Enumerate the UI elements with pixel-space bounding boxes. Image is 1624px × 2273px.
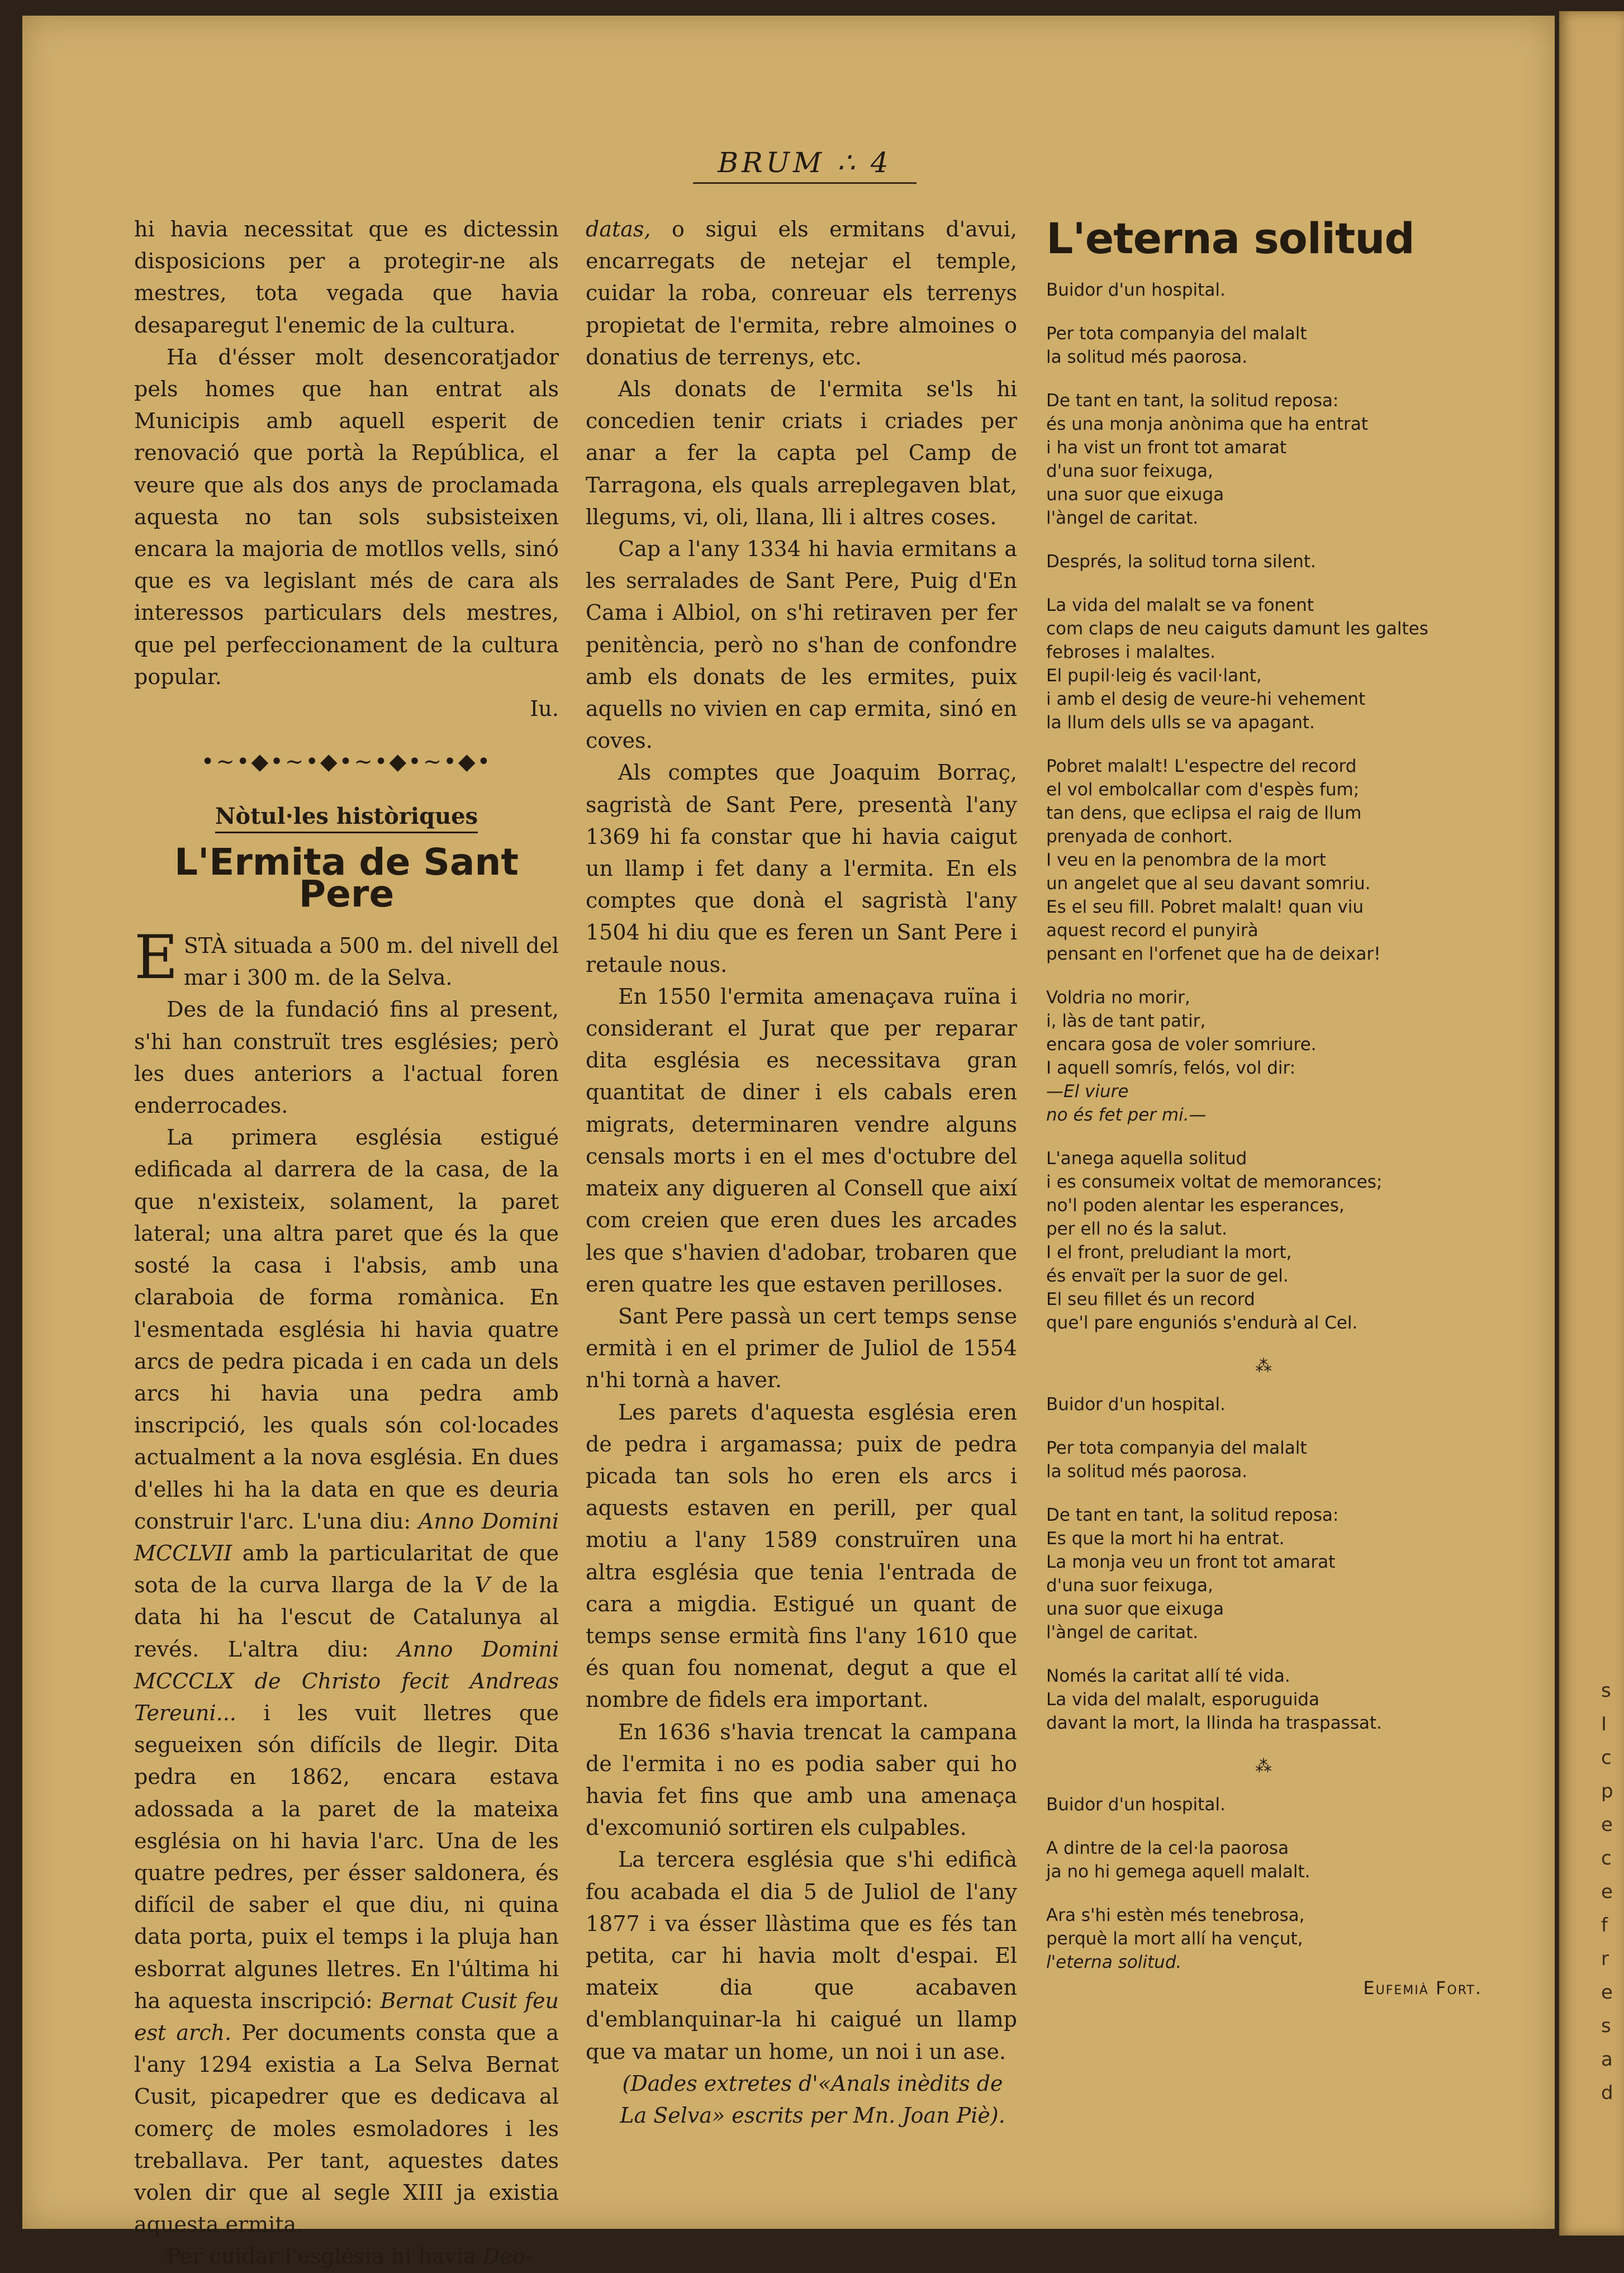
inscription: Anno Domini MCCLVII: [134, 1508, 559, 1565]
verse-line: De tant en tant, la solitud reposa:: [1046, 391, 1339, 411]
verse-line: aquest record el punyirà: [1046, 920, 1259, 941]
paragraph: Cap a l'any 1334 hi havia ermitans a les serralades de Sant Pere, Puig d'En Cama i Albiol, on s'hi retiraven per fer penitència, però no s'han de confondre amb els donats de les ermites, puix aquells no vivien en cap ermita, sinó en coves.: [586, 537, 1017, 753]
stanza: [1046, 278, 1482, 302]
paragraph: datas, o sigui els ermitans d'avui, encarregats de netejar el temple, cuidar la roba, conreuar els terrenys propietat de l'ermita, rebre almoines o donatius de terrenys, etc.: [586, 217, 1017, 369]
first-paragraph: ESTÀ situada a 500 m. del nivell del mar i 300 m. de la Selva.: [134, 923, 559, 993]
verse-line: per ell no és la salut.: [1046, 1219, 1227, 1239]
poem-part-1: [1046, 278, 1482, 966]
paragraph: Als comptes que Joaquim Borraç, sagristà de Sant Pere, presentà l'any 1369 hi fa constar que hi havia caigut un llamp i fet dany a l'ermita. En els comptes que donà el sagristà l'any 1504 hi diu que es feren un Sant Pere i retaule nous.: [586, 760, 1017, 977]
stanza: [1046, 550, 1482, 573]
paragraph: Les parets d'aquesta església eren de pedra i argamassa; puix de pedra picada tan sols ho eren els arcs i aquests estaven en perill, per qual motiu a l'any 1589 construïren una altra església que tenia l'entrada de cara a migdia. Estigué un quant de temps sense ermità fins l'any 1610 que és quan fou nomenat, degut a que el nombre de fidels era important.: [586, 1399, 1017, 1712]
verse-line: I aquell somrís, felós, vol dir:: [1046, 1058, 1296, 1078]
verse-line: la solitud més paorosa.: [1046, 1461, 1248, 1482]
edge-letter: r: [1601, 1948, 1609, 1970]
paragraph: Als donats de l'ermita se'ls hi concedien tenir criats i criades per anar a fer la capta pel Camp de Tarragona, els quals arreplegaven blat, llegums, vi, oli, llana, lli i altres coses.: [586, 377, 1017, 529]
verse-line: Es el seu fill. Pobret malalt! quan viu: [1046, 897, 1364, 917]
inscription: Anno Domini MCCCLX de Christo fecit Andreas Tereuni...: [134, 1636, 559, 1725]
poem-part-3: [1046, 1793, 1482, 1883]
article-title: L'Ermita de Sant Pere: [174, 840, 519, 915]
verse-line: Només la caritat allí té vida.: [1046, 1666, 1290, 1686]
edge-letter: s: [1601, 2015, 1611, 2037]
verse-line: pensant en l'orfenet que ha de deixar!: [1046, 944, 1381, 964]
verse-line: Buidor d'un hospital.: [1046, 1795, 1226, 1815]
edge-letter: I: [1601, 1713, 1607, 1735]
stanza: [1046, 1147, 1482, 1335]
verse-line: no'l poden alentar les esperances,: [1046, 1195, 1345, 1216]
stanza: [1046, 986, 1482, 1127]
verse-line: I veu en la penombra de la mort: [1046, 850, 1326, 870]
verse-line: I el front, preludiant la mort,: [1046, 1242, 1292, 1263]
ornament-divider: •~•◆•~•◆•~•◆•~•◆•: [201, 749, 492, 775]
poem-part-2: [1046, 1393, 1482, 1735]
edge-letter: e: [1601, 1881, 1613, 1903]
verse-line: La vida del malalt, esporuguida: [1046, 1690, 1319, 1710]
stanza: [1046, 389, 1482, 530]
signature: Iu.: [530, 696, 559, 722]
verse-line: el vol embolcallar com d'espès fum;: [1046, 780, 1360, 800]
verse-line: A dintre de la cel·la paorosa: [1046, 1838, 1289, 1858]
verse-line: i ha vist un front tot amarat: [1046, 438, 1287, 458]
stanza: [1046, 1837, 1482, 1883]
page-header: BRUM ∴ 4: [693, 146, 917, 184]
column-2: [586, 213, 1017, 2132]
paragraph: La primera església estigué edificada al darrera de la casa, de la que n'existeix, solament, la paret lateral; una altra paret que és la que sosté la casa i l'absis, amb una claraboia de forma romànica. En l'esmentada església hi havia quatre arcs de pedra picada i en cada un dels arcs hi havia una pedra amb inscripció, les quals són col·locades actualment a la nova església. En dues d'elles hi ha la data en que es deuria construir l'arc. L'una diu: Anno Domini MCCLVII amb la particularitat de que sota de la curva llarga de la V de la data hi ha l'escut de Catalunya al revés. L'altra diu: Anno Domini MCCCLX de Christo fecit Andreas Tereuni... i les vuit lletres que segueixen són difícils de llegir. Dita pedra en 1862, encara estava adossada a la paret de la mateixa església on hi havia l'arc. Una de les quatre pedres, per ésser saldonera, és difícil de saber el que diu, ni quina data porta, puix el temps i la pluja han esborrat algunes lletres. En l'última hi ha aquesta inscripció: Bernat Cusit feu est arch. Per documents consta que a l'any 1294 existia a La Selva Bernat Cusit, picapedrer que es dedicava al comerç de moles esmoladores i les treballava. Per tant, aquestes dates volen dir que al segle XIII ja existia aquesta ermita.: [134, 1125, 559, 2237]
verse-line: una suor que eixuga: [1046, 1599, 1224, 1619]
verse-line: com claps de neu caiguts damunt les galtes: [1046, 619, 1428, 639]
verse-line: Per tota companyia del malalt: [1046, 1438, 1307, 1458]
drop-cap: E: [134, 923, 178, 993]
verse-line: tan dens, que eclipsa el raig de llum: [1046, 803, 1362, 823]
source-credit: (Dades extretes d'«Anals inèdits de La Selva» escrits per Mn. Joan Piè).: [620, 2071, 1005, 2128]
verse-line: febroses i malaltes.: [1046, 642, 1216, 662]
inscription: Bernat Cusit feu est arch.: [134, 1988, 559, 2045]
paragraph: Des de la fundació fins al present, s'hi han construït tres esglésies; però les dues anteriors a l'actual foren enderrocades.: [134, 997, 559, 1118]
asterism-divider: ⁂: [1255, 1356, 1273, 1376]
edge-letter: f: [1601, 1914, 1608, 1937]
verse-line: Voldria no morir,: [1046, 988, 1190, 1008]
asterism-divider: ⁂: [1255, 1757, 1273, 1776]
paragraph: Ha d'ésser molt desencoratjador pels homes que han entrat als Municipis amb aquell esperit de renovació que portà la República, el veure que als dos anys de proclamada aquesta no tan sols subsisteixen encara la majoria de motllos vells, sinó que es va legislant més de cara als interessos particulars dels mestres, que pel perfeccionament de la cultura popular.: [134, 344, 559, 689]
edge-letter: e: [1601, 1981, 1613, 2004]
stanza: [1046, 1503, 1482, 1644]
paragraph: Per cuidar l'església hi havia Deo-: [167, 2244, 533, 2269]
verse-line: que'l pare enguniós s'endurà al Cel.: [1046, 1313, 1358, 1333]
verse-line: un angelet que al seu davant somriu.: [1046, 874, 1371, 894]
verse-line: d'una suor feixuga,: [1046, 1576, 1213, 1596]
verse-line: Després, la solitud torna silent.: [1046, 552, 1316, 572]
paragraph: Sant Pere passà un cert temps sense ermità i en el primer de Juliol de 1554 n'hi tornà a haver.: [586, 1303, 1017, 1393]
poem-part-1-end: [1046, 1147, 1482, 1335]
edge-letter: p: [1601, 1780, 1613, 1802]
verse-line: l'àngel de caritat.: [1046, 1622, 1199, 1643]
verse-line: no és fet per mi.—: [1046, 1105, 1207, 1125]
paragraph: hi havia necessitat que es dictessin disposicions per a protegir-ne als mestres, tota vegada que havia desaparegut l'enemic de la cultura.: [134, 217, 559, 338]
edge-letter: d: [1601, 2082, 1613, 2104]
verse-line: l'eterna solitud.: [1046, 1952, 1182, 1972]
verse-line: Es que la mort hi ha entrat.: [1046, 1529, 1285, 1549]
verse-line: Buidor d'un hospital.: [1046, 280, 1226, 300]
verse-line: La vida del malalt se va fonent: [1046, 595, 1314, 615]
verse-line: El seu fillet és un record: [1046, 1289, 1255, 1309]
paragraph: En 1550 l'ermita amenaçava ruïna i considerant el Jurat que per reparar dita església es necessitava gran quantitat de diner i els cabals eren migrats, determinaren vendre alguns censals morts i en el mes d'octubre del mateix any digueren al Consell que així com creien que eren dues les arcades les que s'havien d'adobar, trobaren que eren quatre les que estaven perilloses.: [586, 984, 1017, 1297]
paragraph: En 1636 s'havia trencat la campana de l'ermita i no es podia saber qui ho havia fet fins que amb una amenaça d'excomunió sortiren els culpables.: [586, 1719, 1017, 1840]
verse-line: L'anega aquella solitud: [1046, 1149, 1247, 1169]
verse-line: i es consumeix voltat de memorances;: [1046, 1172, 1383, 1192]
section-label: Nòtul·les històriques: [134, 800, 559, 832]
poem-title: L'eterna solitud: [1046, 213, 1414, 263]
verse-line: ja no hi gemega aquell malalt.: [1046, 1862, 1310, 1882]
column-1: [134, 213, 559, 2273]
verse-line: De tant en tant, la solitud reposa:: [1046, 1505, 1339, 1525]
verse-line: El pupil·leig és vacil·lant,: [1046, 666, 1262, 686]
verse-line: davant la mort, la llinda ha traspassat.: [1046, 1713, 1382, 1733]
verse-line: la solitud més paorosa.: [1046, 347, 1248, 367]
verse-line: prenyada de conhort.: [1046, 827, 1233, 847]
stanza: [1046, 754, 1482, 966]
verse-line: és envaït per la suor de gel.: [1046, 1266, 1289, 1286]
verse-line: la llum dels ulls se va apagant.: [1046, 713, 1315, 733]
poem-column: [1046, 213, 1482, 2000]
verse-line: Ara s'hi estèn més tenebrosa,: [1046, 1905, 1305, 1925]
edge-letter: c: [1601, 1847, 1612, 1869]
paragraph: La tercera església que s'hi edificà fou acabada el dia 5 de Juliol de l'any 1877 i va ésser llàstima que es fés tan petita, car hi havia molt d'espai. El mateix dia que acabaven d'emblanquinar-la hi caigué un llamp que va matar un home, un noi i un ase.: [586, 1847, 1017, 2064]
verse-line: i amb el desig de veure-hi vehement: [1046, 689, 1366, 709]
verse-line: perquè la mort allí ha vençut,: [1046, 1929, 1303, 1949]
stanza: [1046, 1793, 1482, 1816]
verse-line: Pobret malalt! L'espectre del record: [1046, 756, 1357, 776]
adjacent-page-text: [1601, 1674, 1623, 2110]
verse-line: encara gosa de voler somriure.: [1046, 1035, 1317, 1055]
verse-line: d'una suor feixuga,: [1046, 461, 1213, 481]
verse-line: Buidor d'un hospital.: [1046, 1394, 1226, 1415]
edge-letter: e: [1601, 1814, 1613, 1836]
edge-letter: c: [1601, 1747, 1612, 1769]
stanza: [1046, 594, 1482, 734]
poem-author: Eufemià Fort.: [1363, 1977, 1482, 1999]
verse-line: i, làs de tant patir,: [1046, 1011, 1206, 1031]
stanza: [1046, 1904, 1482, 1974]
stanza: [1046, 1664, 1482, 1735]
verse-line: Per tota companyia del malalt: [1046, 324, 1307, 344]
verse-line: l'àngel de caritat.: [1046, 508, 1199, 528]
stanza: [1046, 322, 1482, 369]
edge-letter: s: [1601, 1679, 1611, 1702]
stanza: [1046, 1436, 1482, 1483]
edge-letter: a: [1601, 2048, 1613, 2071]
verse-line: La monja veu un front tot amarat: [1046, 1552, 1336, 1572]
stanza: [1046, 1393, 1482, 1416]
verse-line: una suor que eixuga: [1046, 485, 1224, 505]
verse-line: és una monja anònima que ha entrat: [1046, 414, 1368, 434]
verse-line: —El viure: [1046, 1081, 1129, 1102]
